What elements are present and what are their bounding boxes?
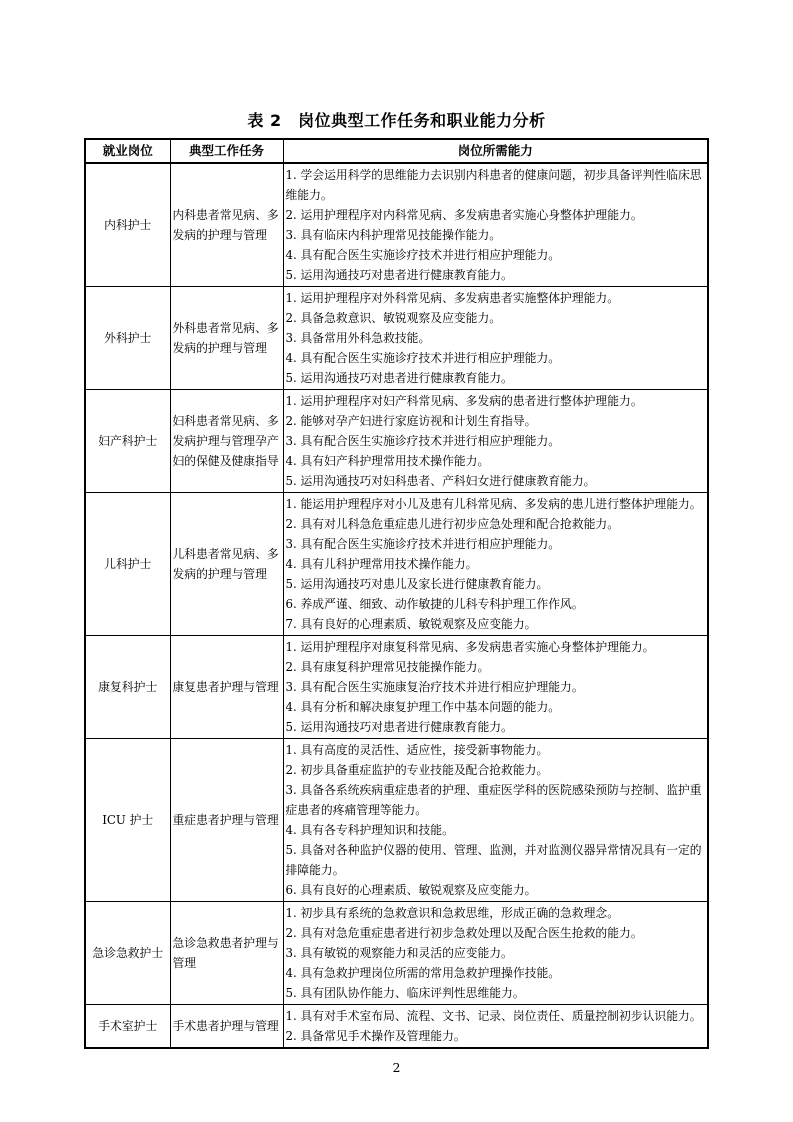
- table-row-obstetrics-nurse: [85, 390, 708, 493]
- ability-item: 2. 具备常见手术操作及管理能力。: [285, 1029, 466, 1043]
- ability-item: 4. 具有妇产科护理常用技术操作能力。: [285, 454, 490, 468]
- ability-item: 4. 具有各专科护理知识和技能。: [285, 823, 454, 837]
- position-cell: 康复科护士: [85, 636, 170, 739]
- ability-item: 1. 运用护理程序对妇产科常见病、多发病的患者进行整体护理能力。: [285, 394, 643, 408]
- job-analysis-table: [84, 138, 709, 1049]
- ability-item: 1. 具有高度的灵活性、适应性，接受新事物能力。: [285, 743, 549, 757]
- ability-item: 2. 能够对孕产妇进行家庭访视和计划生育指导。: [285, 414, 537, 428]
- table-row-emergency-nurse: [85, 902, 708, 1005]
- ability-item: 5. 运用沟通技巧对患者进行健康教育能力。: [285, 720, 513, 734]
- ability-item: 3. 具有临床内科护理常见技能操作能力。: [285, 228, 502, 242]
- task-cell: 重症患者护理与管理: [170, 739, 283, 902]
- ability-item: 2. 具有对儿科急危重症患儿进行初步应急处理和配合抢救能力。: [285, 517, 620, 531]
- position-cell: 儿科护士: [85, 493, 170, 636]
- task-cell: 康复患者护理与管理: [170, 636, 283, 739]
- ability-item: 1. 能运用护理程序对小儿及患有儿科常见病、多发病的患儿进行整体护理能力。: [285, 497, 702, 511]
- ability-item: 4. 具有急救护理岗位所需的常用急救护理操作技能。: [285, 966, 561, 980]
- abilities-cell: [283, 163, 708, 287]
- ability-item: 4. 具有配合医生实施诊疗技术并进行相应护理能力。: [285, 351, 561, 365]
- ability-item: 3. 具有配合医生实施诊疗技术并进行相应护理能力。: [285, 434, 561, 448]
- page-title: 表 2 岗位典型工作任务和职业能力分析: [247, 111, 546, 130]
- ability-item: 1. 具有对手术室布局、流程、文书、记录、岗位责任、质量控制初步认识能力。: [285, 1009, 702, 1023]
- ability-item: 4. 具有儿科护理常用技术操作能力。: [285, 557, 478, 571]
- ability-item: 1. 运用护理程序对康复科常见病、多发病患者实施心身整体护理能力。: [285, 640, 655, 654]
- ability-item: 4. 具有分析和解决康复护理工作中基本问题的能力。: [285, 700, 561, 714]
- position-cell: 外科护士: [85, 287, 170, 390]
- ability-item: 6. 养成严谨、细致、动作敏捷的儿科专科护理工作作风。: [285, 597, 584, 611]
- ability-item: 3. 具有配合医生实施康复治疗技术并进行相应护理能力。: [285, 680, 584, 694]
- ability-item: 2. 具有康复科护理常见技能操作能力。: [285, 660, 490, 674]
- table-row-rehabilitation-nurse: [85, 636, 708, 739]
- table-row-surgical-nurse: [85, 287, 708, 390]
- position-cell: 内科护士: [85, 163, 170, 287]
- position-cell: 急诊急救护士: [85, 902, 170, 1005]
- ability-item: 1. 运用护理程序对外科常见病、多发病患者实施整体护理能力。: [285, 291, 620, 305]
- ability-item: 3. 具备各系统疾病重症患者的护理、重症医学科的医院感染预防与控制、监护重症患者的疼痛管理等能力。: [285, 783, 702, 817]
- table-row-icu-nurse: [85, 739, 708, 902]
- ability-item: 5. 具有团队协作能力、临床评判性思维能力。: [285, 986, 525, 1000]
- page-number: 2: [392, 1060, 401, 1075]
- ability-item: 3. 具有配合医生实施诊疗技术并进行相应护理能力。: [285, 537, 561, 551]
- position-cell: 妇产科护士: [85, 390, 170, 493]
- column-header-task: 典型工作任务: [170, 139, 283, 163]
- ability-item: 5. 运用沟通技巧对患者进行健康教育能力。: [285, 268, 513, 282]
- task-cell: 外科患者常见病、多发病的护理与管理: [170, 287, 283, 390]
- ability-item: 5. 运用沟通技巧对患儿及家长进行健康教育能力。: [285, 577, 549, 591]
- abilities-cell: [283, 1005, 708, 1049]
- ability-item: 2. 具备急救意识、敏锐观察及应变能力。: [285, 311, 502, 325]
- table-row-pediatric-nurse: [85, 493, 708, 636]
- task-cell: 妇科患者常见病、多发病护理与管理孕产妇的保健及健康指导: [170, 390, 283, 493]
- abilities-cell: [283, 390, 708, 493]
- ability-item: 1. 学会运用科学的思维能力去识别内科患者的健康问题，初步具备评判性临床思维能力。: [285, 168, 702, 202]
- ability-item: 2. 运用护理程序对内科常见病、多发病患者实施心身整体护理能力。: [285, 208, 643, 222]
- abilities-cell: [283, 739, 708, 902]
- task-cell: 手术患者护理与管理: [170, 1005, 283, 1049]
- position-cell: 手术室护士: [85, 1005, 170, 1049]
- task-cell: 儿科患者常见病、多发病的护理与管理: [170, 493, 283, 636]
- ability-item: 5. 运用沟通技巧对患者进行健康教育能力。: [285, 371, 513, 385]
- ability-item: 2. 初步具备重症监护的专业技能及配合抢救能力。: [285, 763, 549, 777]
- ability-item: 5. 运用沟通技巧对妇科患者、产科妇女进行健康教育能力。: [285, 474, 596, 488]
- ability-item: 3. 具备常用外科急救技能。: [285, 331, 431, 345]
- abilities-cell: [283, 493, 708, 636]
- abilities-cell: [283, 902, 708, 1005]
- ability-item: 2. 具有对急危重症患者进行初步急救处理以及配合医生抢救的能力。: [285, 926, 643, 940]
- ability-item: 1. 初步具有系统的急救意识和急救思维，形成正确的急救理念。: [285, 906, 620, 920]
- task-cell: 内科患者常见病、多发病的护理与管理: [170, 163, 283, 287]
- ability-item: 7. 具有良好的心理素质、敏锐观察及应变能力。: [285, 617, 537, 631]
- abilities-cell: [283, 636, 708, 739]
- ability-item: 6. 具有良好的心理素质、敏锐观察及应变能力。: [285, 883, 537, 897]
- table-row-internal-medicine-nurse: [85, 163, 708, 287]
- ability-item: 5. 具备对各种监护仪器的使用、管理、监测，并对监测仪器异常情况具有一定的排障能力。: [285, 843, 702, 877]
- ability-item: 3. 具有敏锐的观察能力和灵活的应变能力。: [285, 946, 513, 960]
- column-header-position: 就业岗位: [85, 139, 170, 163]
- task-cell: 急诊急救患者护理与管理: [170, 902, 283, 1005]
- table-row-operating-room-nurse: [85, 1005, 708, 1049]
- position-cell: ICU 护士: [85, 739, 170, 902]
- ability-item: 4. 具有配合医生实施诊疗技术并进行相应护理能力。: [285, 248, 561, 262]
- abilities-cell: [283, 287, 708, 390]
- column-header-abilities: 岗位所需能力: [283, 139, 708, 163]
- header-row: [85, 139, 708, 163]
